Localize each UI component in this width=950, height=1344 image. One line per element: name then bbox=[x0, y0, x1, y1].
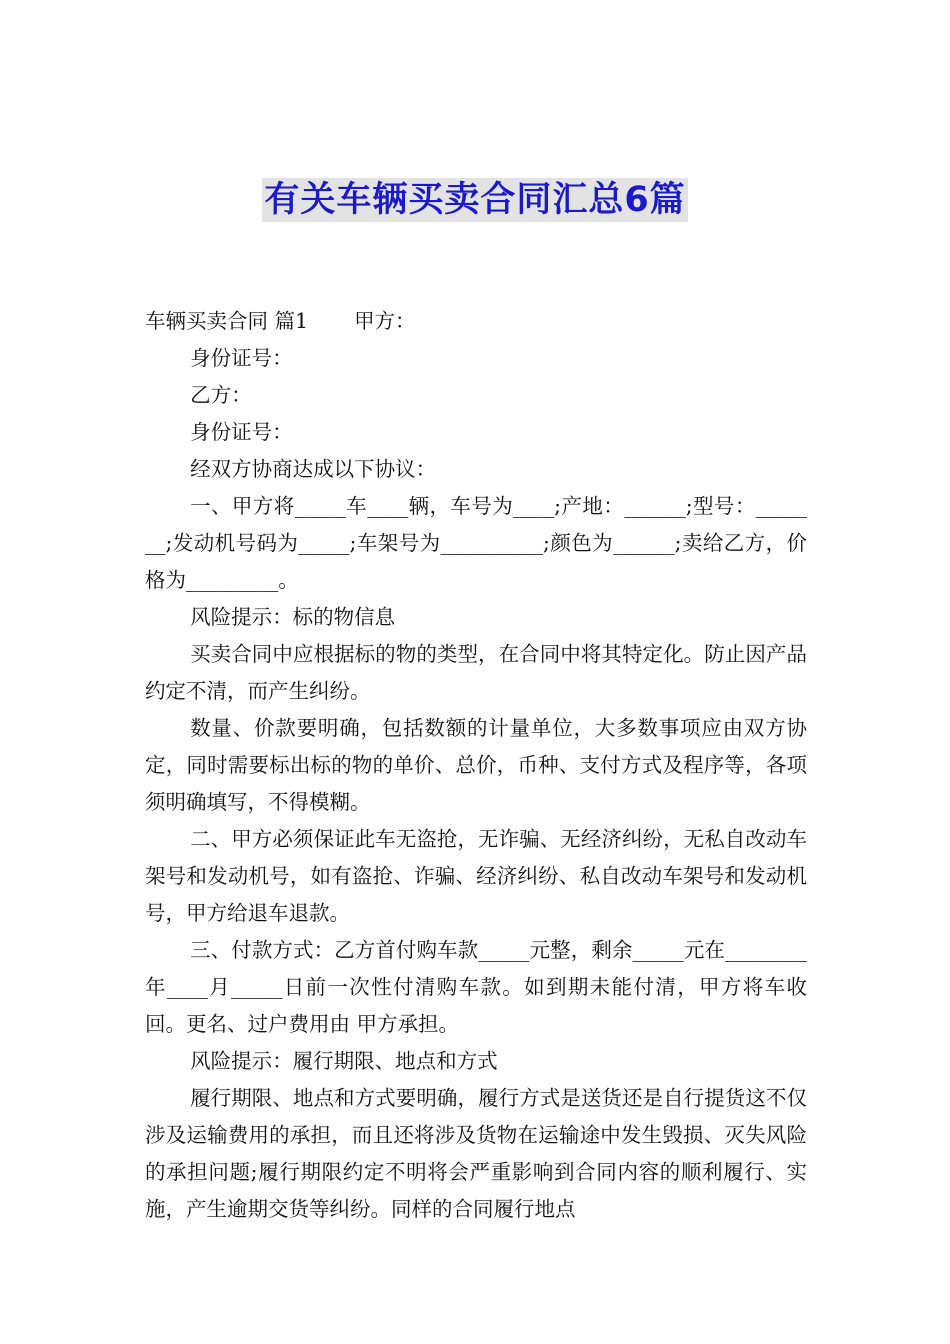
paragraph-id-number-b: 身份证号： bbox=[190, 420, 293, 444]
paragraph-clause-2: 二、甲方必须保证此车无盗抢，无诈骗、无经济纠纷，无私自改动车架号和发动机号，如有盗抢、诈骗、经济纠纷、私自改动车架号和发动机号，甲方给退车退款。 bbox=[145, 827, 807, 925]
first-line bbox=[145, 303, 807, 340]
paragraph-risk-text-3: 履行期限、地点和方式要明确，履行方式是送货还是自行提货这不仅涉及运输费用的承担，而且还将涉及货物在运输途中发生毁损、灭失风险的承担问题;履行期限约定不明将会严重影响到合同内容的顺利履行、实施，产生逾期交货等纠纷。同样的合同履行地点 bbox=[145, 1086, 807, 1221]
paragraph-risk-text-1: 买卖合同中应根据标的物的类型，在合同中将其特定化。防止因产品约定不清，而产生纠纷。 bbox=[145, 642, 807, 703]
paragraph-risk-heading-1: 风险提示：标的物信息 bbox=[190, 605, 396, 629]
party-a-label: 甲方： bbox=[354, 309, 416, 333]
paragraph-party-b: 乙方： bbox=[190, 383, 252, 407]
paragraph-clause-3: 三、付款方式：乙方首付购车款_____元整，剩余_____元在________年____月_____日前一次性付清购车款。如到期未能付清，甲方将车收回。更名、过户费用由 甲方承担。 bbox=[145, 938, 807, 1036]
paragraph-id-number-a: 身份证号： bbox=[190, 346, 293, 370]
paragraph-risk-heading-2: 风险提示：履行期限、地点和方式 bbox=[190, 1049, 498, 1073]
section-heading: 车辆买卖合同 篇1 bbox=[145, 309, 309, 333]
paragraph-clause-1: 一、甲方将_____车____辆，车号为____;产地：______;型号：_______;发动机号码为_____;车架号为__________;颜色为______;卖给乙方，价格为_________。 bbox=[145, 494, 807, 592]
paragraph-risk-text-2: 数量、价款要明确，包括数额的计量单位，大多数事项应由双方协定，同时需要标出标的物的单价、总价，币种、支付方式及程序等，各项须明确填写，不得模糊。 bbox=[145, 716, 807, 814]
title-container bbox=[0, 178, 950, 222]
paragraph-agreement-intro: 经双方协商达成以下协议： bbox=[190, 457, 437, 481]
document-title: 有关车辆买卖合同汇总6篇 bbox=[264, 180, 686, 220]
document-body bbox=[145, 303, 807, 1228]
